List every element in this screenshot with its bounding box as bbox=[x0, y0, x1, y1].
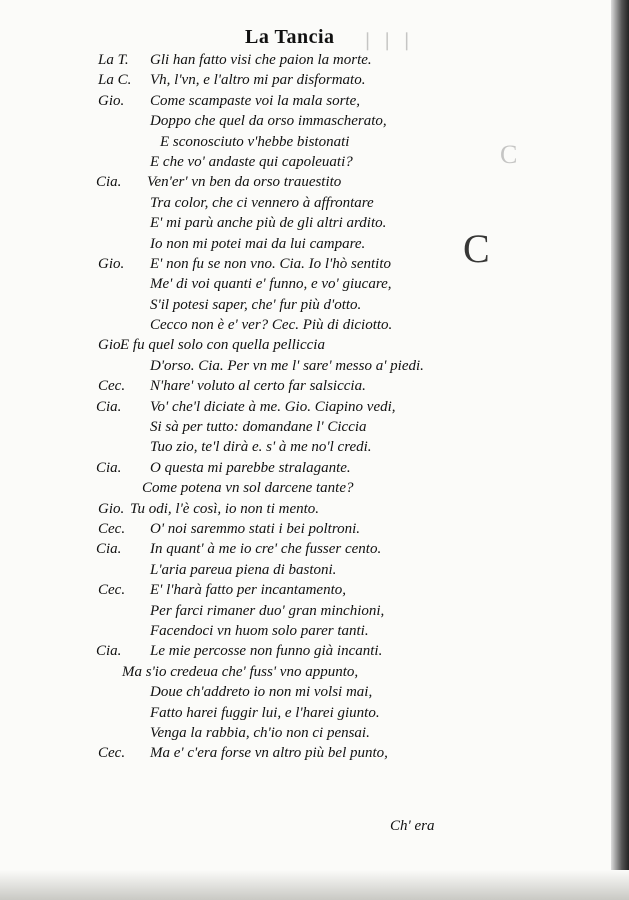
verse-text: Doppo che quel da orso immascherato, bbox=[150, 113, 387, 130]
bleed-through-mark: ❘ ❘ ❘ bbox=[360, 30, 415, 50]
catchword: Ch' era bbox=[390, 818, 435, 834]
verse-text: Me' di voi quanti e' funno, e vo' giucare, bbox=[150, 276, 392, 293]
verse-text: Ven'er' vn ben da orso trauestito bbox=[147, 174, 342, 191]
speaker-label: Cec. bbox=[98, 378, 126, 395]
verse-text: Tuo zio, te'l dirà e. s' à me no'l credi. bbox=[150, 439, 372, 456]
verse-line bbox=[0, 154, 600, 174]
verse-text: Cecco non è e' ver? Cec. Più di diciotto. bbox=[150, 317, 393, 334]
bleed-through-mark: C bbox=[463, 226, 490, 271]
verse-text: O questa mi parebbe stralagante. bbox=[150, 459, 351, 476]
speaker-label: Cia. bbox=[96, 459, 122, 476]
verse-line bbox=[0, 337, 600, 357]
verse-text: Ma s'io credeua che' fuss' vno appunto, bbox=[122, 663, 359, 680]
verse-line bbox=[0, 399, 600, 419]
verse-line bbox=[0, 378, 600, 398]
verse-line bbox=[0, 541, 600, 561]
speaker-label: Cec. bbox=[98, 582, 126, 599]
verse-text: Venga la rabbia, ch'io non ci pensai. bbox=[150, 724, 370, 741]
verse-text: Vo' che'l diciate à me. Gio. Ciapino vedi, bbox=[150, 398, 396, 415]
verse-text: D'orso. Cia. Per vn me l' sare' messo a' piedi. bbox=[150, 357, 424, 374]
speaker-label: Cec. bbox=[98, 520, 126, 537]
verse-text: N'hare' voluto al certo far salsiccia. bbox=[150, 378, 366, 395]
verse-line bbox=[0, 256, 600, 276]
verse-text: E fu quel solo con quella pelliccia bbox=[120, 337, 325, 354]
verse-line bbox=[0, 521, 600, 541]
verse-text: Gli han fatto visi che paion la morte. bbox=[150, 52, 372, 68]
speaker-label: Cia. bbox=[96, 398, 122, 415]
verse-text: Tu odi, l'è così, io non ti mento. bbox=[130, 500, 320, 517]
speaker-label: Gio. bbox=[98, 92, 125, 109]
verse-text: Io non mi potei mai da lui campare. bbox=[150, 235, 366, 252]
verse-text: E' l'harà fatto per incantamento, bbox=[150, 582, 346, 599]
verse-lines bbox=[0, 52, 600, 766]
verse-text: O' noi saremmo stati i bei poltroni. bbox=[150, 520, 361, 537]
verse-text: Si sà per tutto: domandane l' Ciccia bbox=[150, 419, 367, 436]
speaker-label: Cia. bbox=[96, 643, 122, 660]
verse-line bbox=[0, 72, 600, 92]
verse-text: In quant' à me io cre' che fusser cento. bbox=[150, 541, 382, 558]
verse-line bbox=[0, 460, 600, 480]
verse-text: Vh, l'vn, e l'altro mi par disformato. bbox=[150, 72, 366, 89]
running-title: La Tancia bbox=[245, 26, 335, 48]
verse-line bbox=[0, 215, 600, 235]
verse-line bbox=[0, 236, 600, 256]
verse-line bbox=[0, 684, 600, 704]
speaker-label: Cec. bbox=[98, 745, 126, 762]
verse-text: Come potena vn sol darcene tante? bbox=[142, 480, 354, 497]
verse-line bbox=[0, 358, 600, 378]
page-bottom-shadow bbox=[0, 870, 629, 900]
verse-text: S'il potesi saper, che' fur più d'otto. bbox=[150, 296, 362, 313]
verse-line bbox=[0, 195, 600, 215]
verse-line bbox=[0, 134, 600, 154]
verse-line bbox=[0, 603, 600, 623]
book-spine-shadow bbox=[611, 0, 629, 900]
verse-text: E' mi parù anche più de gli altri ardito. bbox=[150, 215, 387, 232]
verse-line bbox=[0, 297, 600, 317]
verse-line bbox=[0, 419, 600, 439]
verse-text: Fatto harei fuggir lui, e l'harei giunto. bbox=[150, 704, 380, 721]
speaker-label: Cia. bbox=[96, 174, 122, 191]
verse-text: E' non fu se non vno. Cia. Io l'hò sentito bbox=[150, 255, 391, 272]
verse-text: Ma e' c'era forse vn altro più bel punto, bbox=[150, 745, 388, 762]
speaker-label: Gio. bbox=[98, 337, 125, 354]
verse-text: L'aria pareua piena di bastoni. bbox=[150, 561, 337, 578]
verse-text: Doue ch'addreto io non mi volsi mai, bbox=[150, 684, 373, 701]
verse-line bbox=[0, 480, 600, 500]
verse-line bbox=[0, 705, 600, 725]
verse-line bbox=[0, 725, 600, 745]
verse-line bbox=[0, 643, 600, 663]
verse-text: Tra color, che ci vennero à affrontare bbox=[150, 194, 374, 211]
speaker-label: La T. bbox=[98, 52, 129, 68]
verse-line bbox=[0, 276, 600, 296]
verse-line bbox=[0, 93, 600, 113]
verse-line bbox=[0, 113, 600, 133]
verse-line bbox=[0, 623, 600, 643]
verse-line bbox=[0, 582, 600, 602]
verse-line bbox=[0, 52, 600, 72]
speaker-label: Gio. bbox=[98, 255, 125, 272]
verse-text: Per farci rimaner duo' gran minchioni, bbox=[150, 602, 385, 619]
speaker-label: Cia. bbox=[96, 541, 122, 558]
verse-line bbox=[0, 439, 600, 459]
verse-text: Le mie percosse non funno già incanti. bbox=[150, 643, 383, 660]
verse-text: E sconosciuto v'hebbe bistonati bbox=[160, 133, 350, 150]
verse-line bbox=[0, 501, 600, 521]
verse-line bbox=[0, 745, 600, 765]
verse-text: Facendoci vn huom solo parer tanti. bbox=[150, 622, 369, 639]
verse-text: E che vo' andaste qui capoleuati? bbox=[150, 153, 353, 170]
speaker-label: La C. bbox=[98, 72, 132, 89]
verse-line bbox=[0, 174, 600, 194]
verse-line bbox=[0, 317, 600, 337]
verse-line bbox=[0, 664, 600, 684]
speaker-label: Gio. bbox=[98, 500, 125, 517]
verse-line bbox=[0, 562, 600, 582]
verse-text: Come scampaste voi la mala sorte, bbox=[150, 92, 360, 109]
bleed-through-mark: C bbox=[500, 140, 518, 169]
